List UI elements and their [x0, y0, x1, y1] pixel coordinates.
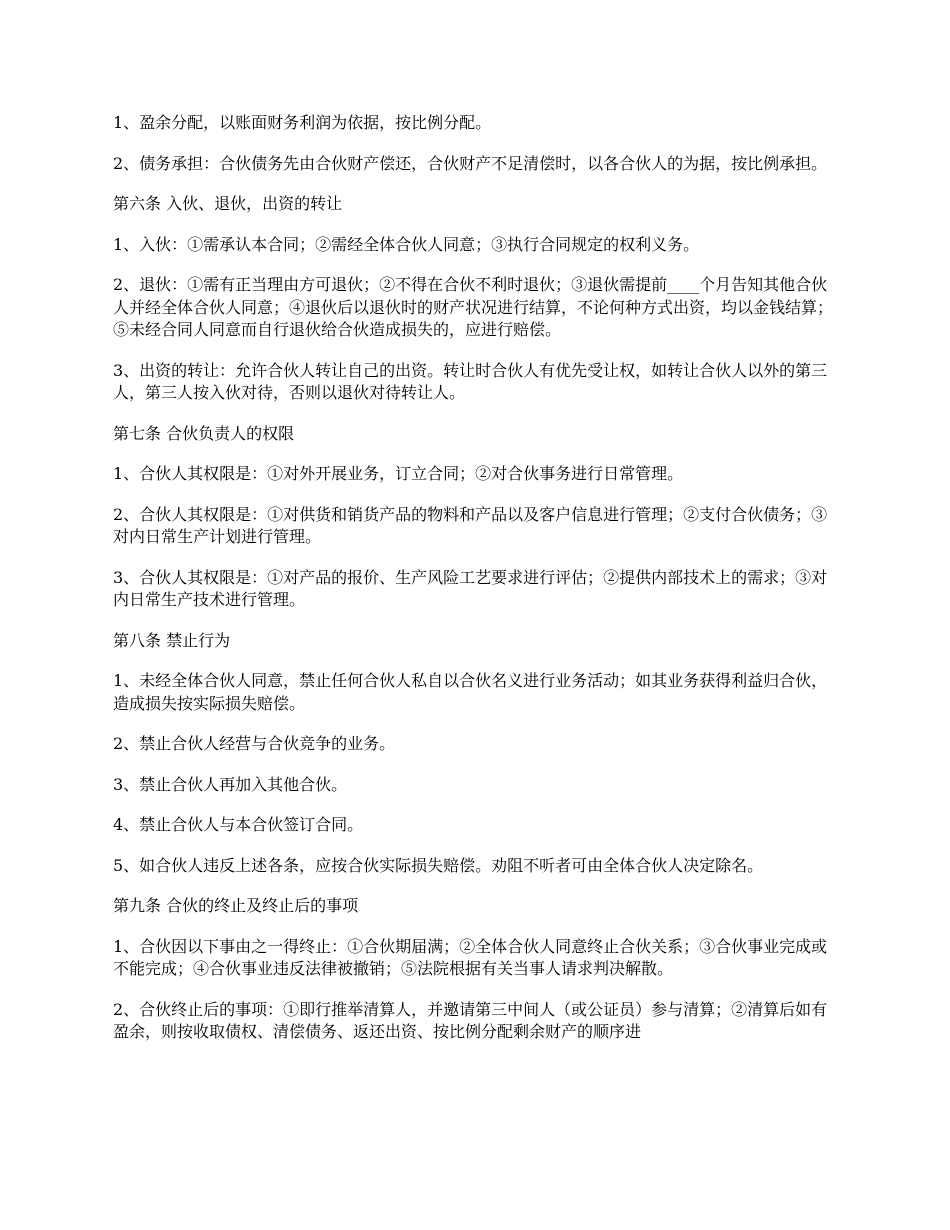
paragraph-authority-2: 2、合伙人其权限是：①对供货和销货产品的物料和产品以及客户信息进行管理；②支付合伙债务；③对内日常生产计划进行管理。	[113, 504, 828, 546]
paragraph-post-termination: 2、合伙终止后的事项：①即行推举清算人，并邀请第三中间人（或公证员）参与清算；②清算后如有盈余，则按收取债权、清偿债务、返还出资、按比例分配剩余财产的顺序进	[113, 999, 828, 1041]
paragraph-prohibition-1: 1、未经全体合伙人同意，禁止任何合伙人私自以合伙名义进行业务活动；如其业务获得利益归合伙，造成损失按实际损失赔偿。	[113, 671, 828, 713]
paragraph-termination-causes: 1、合伙因以下事由之一得终止：①合伙期届满；②全体合伙人同意终止合伙关系；③合伙事业完成或不能完成；④合伙事业违反法律被撤销；⑤法院根据有关当事人请求判决解散。	[113, 936, 828, 978]
paragraph-withdrawal: 2、退伙：①需有正当理由方可退伙；②不得在合伙不利时退伙；③退伙需提前____个月告知其他合伙人并经全体合伙人同意；④退伙后以退伙时的财产状况进行结算，不论何种方式出资，均以金钱结算；⑤未经合同人同意而自行退伙给合伙造成损失的，应进行赔偿。	[113, 275, 834, 339]
paragraph-debt-liability: 2、债务承担：合伙债务先由合伙财产偿还，合伙财产不足清偿时，以各合伙人的为据，按比例承担。	[113, 153, 828, 173]
paragraph-prohibition-5: 5、如合伙人违反上述各条，应按合伙实际损失赔偿。劝阻不听者可由全体合伙人决定除名。	[113, 855, 764, 875]
paragraph-prohibition-3: 3、禁止合伙人再加入其他合伙。	[113, 774, 348, 794]
paragraph-admission: 1、入伙：①需承认本合同；②需经全体合伙人同意；③执行合同规定的权利义务。	[113, 234, 700, 254]
paragraph-authority-1: 1、合伙人其权限是：①对外开展业务，订立合同；②对合伙事务进行日常管理。	[113, 464, 684, 483]
section-heading-article-9: 第九条 合伙的终止及终止后的事项	[113, 896, 359, 915]
paragraph-authority-3: 3、合伙人其权限是：①对产品的报价、生产风险工艺要求进行评估；②提供内部技术上的需求；③对内日常生产技术进行管理。	[113, 567, 828, 609]
section-heading-article-7: 第七条 合伙负责人的权限	[113, 423, 295, 443]
section-heading-article-6: 第六条 入伙、退伙，出资的转让	[113, 194, 343, 213]
document-body	[113, 112, 843, 1062]
paragraph-transfer-of-capital: 3、出资的转让：允许合伙人转让自己的出资。转让时合伙人有优先受让权，如转让合伙人以外的第三人，第三人按入伙对待，否则以退伙对待转让人。	[113, 360, 828, 402]
paragraph-prohibition-2: 2、禁止合伙人经营与合伙竞争的业务。	[113, 734, 396, 753]
section-heading-article-8: 第八条 禁止行为	[113, 630, 231, 650]
paragraph-profit-distribution: 1、盈余分配，以账面财务利润为依据，按比例分配。	[113, 113, 492, 132]
paragraph-prohibition-4: 4、禁止合伙人与本合伙签订合同。	[113, 815, 364, 834]
